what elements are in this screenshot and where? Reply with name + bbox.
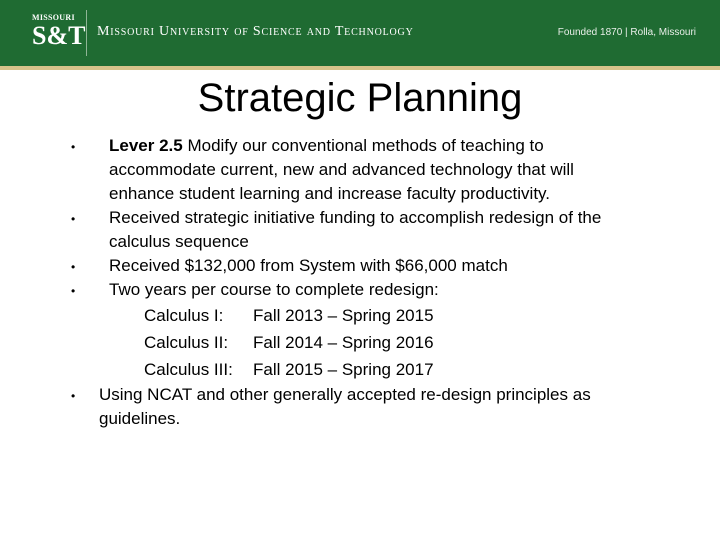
- schedule-row: [144, 329, 720, 356]
- schedule-row: [144, 356, 720, 383]
- logo-state-text: MISSOURI: [32, 13, 75, 22]
- university-name: Missouri University of Science and Technology: [97, 24, 414, 39]
- bullet-icon: •: [71, 284, 76, 298]
- bullet-icon: •: [71, 212, 76, 226]
- list-item: [0, 254, 720, 278]
- list-item: [0, 206, 720, 254]
- schedule-course: Calculus II:: [144, 333, 229, 352]
- schedule-course: Calculus III:: [144, 360, 233, 379]
- list-item-text: Using NCAT and other generally accepted re-design principles as guidelines.: [99, 385, 591, 428]
- schedule-course: Calculus I:: [144, 306, 224, 325]
- schedule-period: Fall 2015 – Spring 2017: [253, 360, 434, 379]
- bullet-icon: •: [71, 389, 76, 403]
- list-item-text: Two years per course to complete redesign:: [109, 280, 439, 299]
- logo-initials: S&T: [32, 21, 86, 50]
- lever-description: Modify our conventional methods of teaching to accommodate current, new and advanced technology that will enhance student learning and increase faculty productivity.: [109, 136, 574, 203]
- list-item-text: Received strategic initiative funding to accomplish redesign of the calculus sequence: [109, 208, 602, 251]
- schedule-period: Fall 2014 – Spring 2016: [253, 333, 434, 352]
- schedule-row: [144, 302, 720, 329]
- logo-separator: [86, 10, 87, 56]
- list-item-text: Received $132,000 from System with $66,000 match: [109, 256, 508, 275]
- bullet-icon: •: [71, 140, 76, 154]
- list-item: [0, 383, 720, 431]
- lever-label: Lever 2.5: [109, 136, 183, 155]
- list-item: [0, 278, 720, 302]
- bullet-icon: •: [71, 260, 76, 274]
- schedule-period: Fall 2013 – Spring 2015: [253, 306, 434, 325]
- founded-tagline: Founded 1870 | Rolla, Missouri: [557, 27, 696, 38]
- bullet-list: [0, 134, 720, 431]
- university-logo: [0, 0, 88, 66]
- list-item: [0, 134, 720, 206]
- slide-title: Strategic Planning: [197, 76, 523, 120]
- header-divider: [0, 66, 720, 70]
